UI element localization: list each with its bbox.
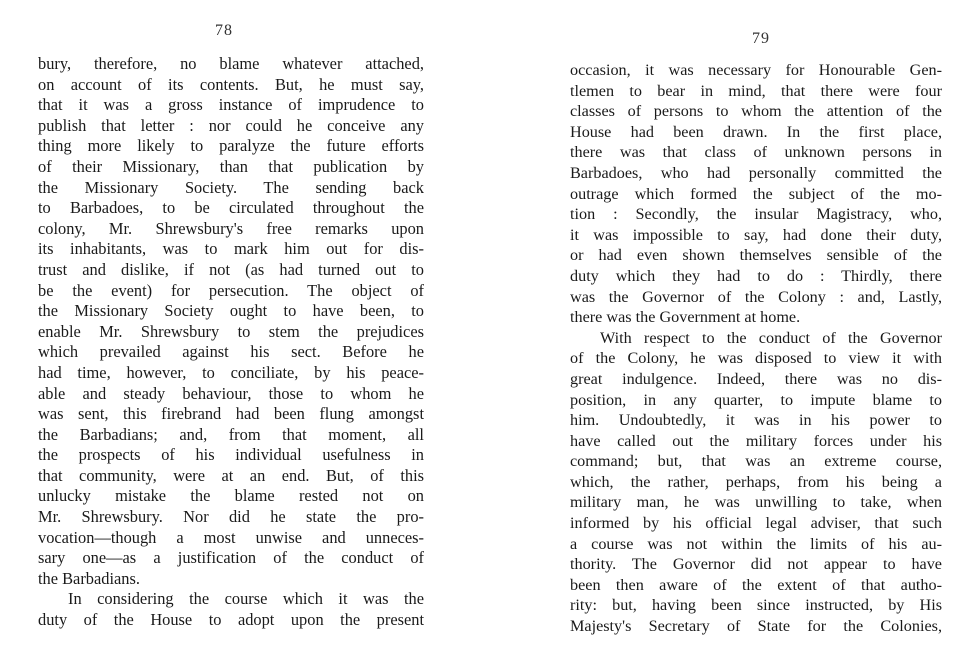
text-line: great indulgence. Indeed, there was no dis- bbox=[570, 369, 942, 388]
text-line: on account of its contents. But, he must say, bbox=[38, 74, 424, 94]
text-line: bury, therefore, no blame whatever attached, bbox=[38, 54, 424, 73]
text-line: Mr. Shrewsbury. Nor did he state the pro- bbox=[38, 507, 424, 527]
text-line: it was impossible to say, had done their duty, bbox=[570, 225, 942, 244]
text-line: able and steady behaviour, those to whom he bbox=[38, 383, 424, 403]
text-line: Barbadoes, who had personally committed the bbox=[570, 163, 942, 182]
text-line: House had been drawn. In the first place, bbox=[570, 122, 942, 141]
text-line: colony, Mr. Shrewsbury's free remarks upon bbox=[38, 218, 424, 238]
text-line: rity: but, having been since instructed, by His bbox=[570, 596, 942, 615]
text-line: the Barbadians; and, from that moment, all bbox=[38, 424, 424, 444]
text-line: was the Governor of the Colony : and, Lastly, bbox=[570, 287, 942, 306]
text-line: its inhabitants, was to mark him out for dis- bbox=[38, 239, 424, 259]
text-line: to Barbadoes, to be circulated throughout the bbox=[38, 198, 424, 218]
text-line: the Missionary Society ought to have been, to bbox=[38, 301, 424, 321]
left-page bbox=[0, 0, 460, 666]
text-line: that it was a gross instance of imprudence to bbox=[38, 95, 424, 115]
page-text bbox=[38, 54, 424, 631]
text-line: occasion, it was necessary for Honourable Gen- bbox=[570, 61, 942, 79]
text-line: vocation—though a most unwise and unneces- bbox=[38, 527, 424, 547]
right-page bbox=[530, 0, 980, 666]
text-line: been then aware of the extent of that autho- bbox=[570, 575, 942, 594]
text-line: or had even shown themselves sensible of the bbox=[570, 246, 942, 265]
text-line: be the event) for persecution. The object of bbox=[38, 280, 424, 300]
text-line: there was the Government at home. bbox=[570, 308, 801, 327]
page-number: 79 bbox=[752, 30, 770, 47]
page-number: 78 bbox=[215, 22, 233, 39]
text-line: publish that letter : nor could he conceive any bbox=[38, 115, 424, 135]
text-line: of their Missionary, than that publication by bbox=[38, 156, 424, 176]
text-line: sary one—as a justification of the conduct of bbox=[38, 548, 424, 568]
text-line: there was that class of unknown persons in bbox=[570, 143, 942, 162]
text-line: was sent, this firebrand had been flung amongst bbox=[38, 404, 424, 424]
text-line: enable Mr. Shrewsbury to stem the prejudices bbox=[38, 321, 424, 341]
text-line: unlucky mistake the blame rested not on bbox=[38, 486, 424, 506]
text-line: trust and dislike, if not (as had turned out to bbox=[38, 259, 424, 279]
text-line: duty which they had to do : Thirdly, there bbox=[570, 266, 942, 285]
text-line: command; but, that was an extreme course, bbox=[570, 452, 942, 471]
text-line: the prospects of his individual usefulness in bbox=[38, 445, 424, 465]
text-line: thority. The Governor did not appear to have bbox=[570, 555, 942, 574]
text-line: of the Colony, he was disposed to view it with bbox=[570, 349, 942, 368]
text-line: outrage which formed the subject of the mo- bbox=[570, 184, 942, 203]
text-line: thing more likely to paralyze the future efforts bbox=[38, 136, 424, 156]
text-line: tlemen to bear in mind, that there were four bbox=[570, 81, 942, 100]
text-line: Majesty's Secretary of State for the Colonies, bbox=[570, 617, 942, 636]
text-line: him. Undoubtedly, it was in his power to bbox=[570, 411, 942, 430]
text-line: had time, however, to conciliate, by his peace- bbox=[38, 362, 424, 382]
text-line: that community, were at an end. But, of this bbox=[38, 465, 424, 485]
text-line: which prevailed against his sect. Before he bbox=[38, 342, 424, 362]
text-line: informed by his official legal adviser, that such bbox=[570, 514, 942, 533]
text-line: position, in any quarter, to impute blame to bbox=[570, 390, 942, 409]
text-line: the Barbadians. bbox=[38, 568, 140, 588]
text-line: a course was not within the limits of his au- bbox=[570, 534, 942, 553]
text-line: duty of the House to adopt upon the present bbox=[38, 610, 424, 630]
text-line: tion : Secondly, the insular Magistracy, who, bbox=[570, 205, 942, 224]
paragraph-first-line: With respect to the conduct of the Governor bbox=[600, 328, 942, 347]
text-line: have called out the military forces under his bbox=[570, 431, 942, 450]
text-line: classes of persons to whom the attention of the bbox=[570, 102, 942, 121]
text-line: which, the rather, perhaps, from his being a bbox=[570, 472, 942, 491]
text-line: the Missionary Society. The sending back bbox=[38, 177, 424, 197]
page-text bbox=[570, 60, 942, 637]
paragraph-first-line: In considering the course which it was the bbox=[68, 589, 424, 609]
text-line: military man, he was unwilling to take, when bbox=[570, 493, 942, 512]
